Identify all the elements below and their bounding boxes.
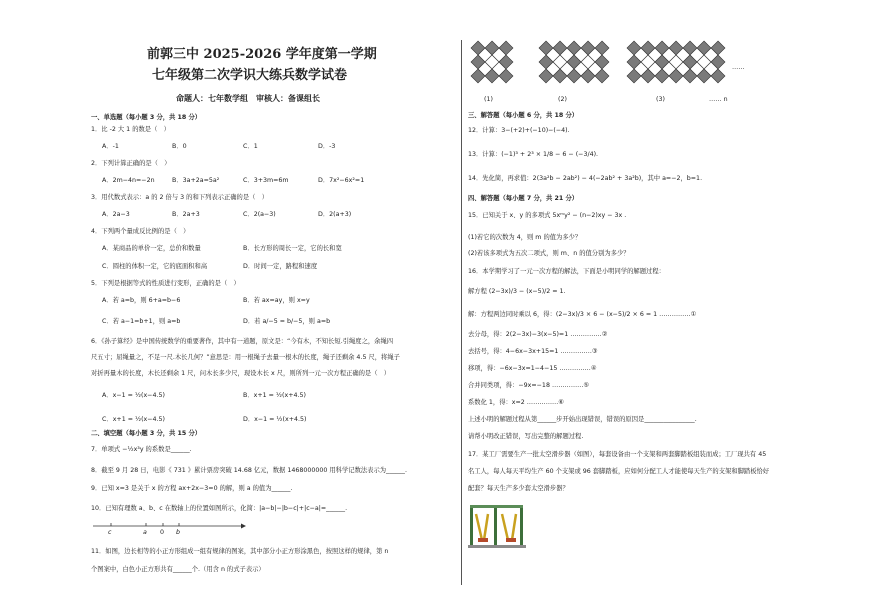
q15-part2: (2)若该多项式为五次二项式，则 m、n 的值分别为多少？ — [468, 250, 630, 257]
q11-line1: 11．如图，边长相等的小正方形组成一组有规律的图案，其中部分小正方形涂黑色，按照这样的规律，第 n — [91, 548, 389, 555]
q4-option-b: B．长方形的周长一定，它的长和宽 — [243, 245, 342, 252]
q4-option-c: C．圆柱的体积一定，它的底面积和高 — [102, 263, 208, 270]
q16-equation: 解方程 (2−3x)/3 − (x−5)/2 = 1. — [468, 288, 566, 295]
solution-step-4: 移项，得：−6x−3x=1−4−15 ……………④ — [468, 365, 597, 372]
q9: 9．已知 x=3 是关于 x 的方程 ax+2x−3=0 的解，则 a 的值为______. — [91, 485, 293, 492]
q3-option-b: B．2a+3 — [172, 211, 200, 218]
q1-option-d: D．-3 — [318, 143, 336, 150]
q6-line1: 6．《孙子算经》是中国传统数学的重要著作，其中有一道题，原文是：“今有木，不知长短.引绳度之，余绳四 — [91, 338, 394, 345]
solution-step-3: 去括号，得：4−6x−3x+15=1 ……………③ — [468, 348, 598, 355]
solution-step-2: 去分母，得：2(2−3x)−3(x−5)=1 ……………② — [468, 331, 608, 338]
section3-heading: 三、解答题（每小题 6 分，共 18 分） — [468, 112, 579, 119]
q15: 15．已知关于 x、y 的多项式 5xᵐy² − (n−2)xy − 3x . — [468, 212, 627, 219]
q1-option-a: A．-1 — [102, 143, 119, 150]
q2-option-b: B．3a+2a=5a² — [172, 177, 220, 184]
q12: 12．计算：3−(+2)+(−10)−(−4). — [468, 127, 570, 134]
q6-option-a: A．x−1 = ½(x−4.5) — [102, 392, 165, 399]
q13: 13．计算：(−1)³ + 2³ × 1/8 − 6 − (−3/4). — [468, 151, 599, 158]
q2-option-d: D．7x²−6x²=1 — [318, 177, 365, 184]
pattern-label-3: (3) — [656, 96, 665, 103]
q8: 8．截至 9 月 28 日，电影《 731 》累计票房突破 14.68 亿元，数据 1468000000 用科学记数法表示为______. — [91, 467, 407, 474]
q16: 16．本学期学习了一元一次方程的解法，下面是小明同学的解题过程： — [468, 268, 665, 275]
solution-step-6: 系数化 1，得：x=2 ……………⑥ — [468, 399, 564, 406]
q2-option-a: A．2m−4n=−2n — [102, 177, 155, 184]
right-column — [462, 0, 870, 615]
solution-step-1: 解：方程两边同时乘以 6，得：(2−3x)/3 × 6 − (x−5)/2 × 6 = 1 ……………① — [468, 311, 697, 318]
q4-stem: 4．下列两个量成反比例的是（ ） — [91, 228, 190, 235]
pattern-label-1: (1) — [484, 96, 493, 103]
q10: 10．已知有理数 a、b、c 在数轴上的位置如图所示，化简：|a−b|−|b−c|+|c−a|=______. — [91, 505, 348, 512]
q16-question1: 上述小明的解题过程从第______步开始出现错误，错误的原因是________________. — [468, 416, 697, 423]
numberline-label-b: b — [176, 529, 180, 536]
q3-option-a: A．2a−3 — [102, 211, 130, 218]
pattern-ellipsis: …… — [732, 64, 745, 71]
q6-option-c: C．x+1 = ½(x−4.5) — [102, 416, 166, 423]
q15-part1: (1)若它的次数为 4，则 m 的值为多少？ — [468, 234, 582, 241]
q3-stem: 3．用代数式表示：a 的 2 倍与 3 的和下列表示正确的是（ ） — [91, 194, 269, 201]
solution-step-5: 合并同类项，得：−9x=−18 ……………⑤ — [468, 382, 590, 389]
space-walker-image — [466, 500, 530, 550]
q6-option-b: B．x+1 = ½(x+4.5) — [243, 392, 306, 399]
q2-option-c: C．3+3m=6m — [243, 177, 289, 184]
pattern-label-2: (2) — [558, 96, 567, 103]
q2-stem: 2．下列计算正确的是（ ） — [91, 160, 171, 167]
q11-line2: 个图案中，白色小正方形共有______个.（用含 n 的式子表示） — [91, 566, 265, 573]
q6-line2: 尺五寸；屈绳量之，不足一尺.木长几何？”意思是：用一根绳子去量一根木的长度，绳子还剩余 4.5 尺，将绳子 — [91, 354, 400, 361]
numberline-label-c: c — [108, 529, 112, 536]
q1-option-b: B．0 — [172, 143, 187, 150]
q14: 14．先化简，再求值：2(3a²b − 2ab²) − 4(−2ab² + 3a²b)，其中 a=−2，b=1. — [468, 175, 703, 182]
q5-option-d: D．若 a/−5 = b/−5，则 a=b — [243, 318, 331, 325]
section4-heading: 四、解答题（每小题 7 分，共 21 分） — [468, 195, 579, 202]
exam-title-line2: 七年级第二次学识大练兵数学试卷 — [152, 68, 348, 83]
q5-option-b: B．若 ax=ay，则 x=y — [243, 297, 310, 304]
q5-stem: 5．下列是根据等式的性质进行变形，正确的是（ ） — [91, 280, 240, 287]
q4-option-d: D．时间一定，路程和速度 — [243, 263, 318, 270]
q6-line3: 对折再量木的长度，木长还剩余 1 尺，问木长多少尺，现设木长 x 尺，则所列一元一次方程正确的是（ ） — [91, 370, 391, 377]
q17-line3: 配套？每天生产多少套太空滑步器？ — [468, 485, 569, 492]
q7: 7．单项式 −½x³y 的系数是______. — [91, 446, 192, 453]
section2-heading: 二、填空题（每小题 3 分，共 15 分） — [91, 430, 202, 437]
q16-question2: 请帮小明改正错误，写出完整的解题过程. — [468, 433, 584, 440]
section1-heading: 一、单选题（每小题 3 分，共 18 分） — [91, 114, 202, 121]
numberline-label-0: 0 — [160, 529, 165, 536]
q3-option-c: C．2(a−3) — [243, 211, 276, 218]
q1-stem: 1．比 -2 大 1 的数是（ ） — [91, 126, 170, 133]
pattern-label-n: …… n — [709, 96, 728, 103]
q17-line1: 17．某工厂需要生产一批太空滑步器（如图），每套设备由一个支架和两套脚踏板组装而成；工厂现共有 45 — [468, 451, 767, 458]
q5-option-c: C．若 a−1=b+1，则 a=b — [102, 318, 181, 325]
exam-authors: 命题人：七年数学组 审核人：备课组长 — [176, 94, 320, 103]
exam-title-line1: 前郭三中 2025-2026 学年度第一学期 — [147, 47, 377, 62]
q17-line2: 名工人，每人每天平均生产 60 个支架或 96 套脚踏板，应如何分配工人才能使每天生产的支架和脚踏板恰好 — [468, 468, 770, 475]
number-line — [91, 516, 291, 542]
q4-option-a: A．某商品的单价一定，总价和数量 — [102, 245, 201, 252]
q3-option-d: D．2(a+3) — [318, 211, 352, 218]
q6-option-d: D．x−1 = ½(x+4.5) — [243, 416, 307, 423]
numberline-label-a: a — [143, 529, 147, 536]
q5-option-a: A．若 a=b，则 6+a=b−6 — [102, 297, 181, 304]
q1-option-c: C．1 — [243, 143, 258, 150]
square-pattern-figures — [468, 40, 768, 96]
